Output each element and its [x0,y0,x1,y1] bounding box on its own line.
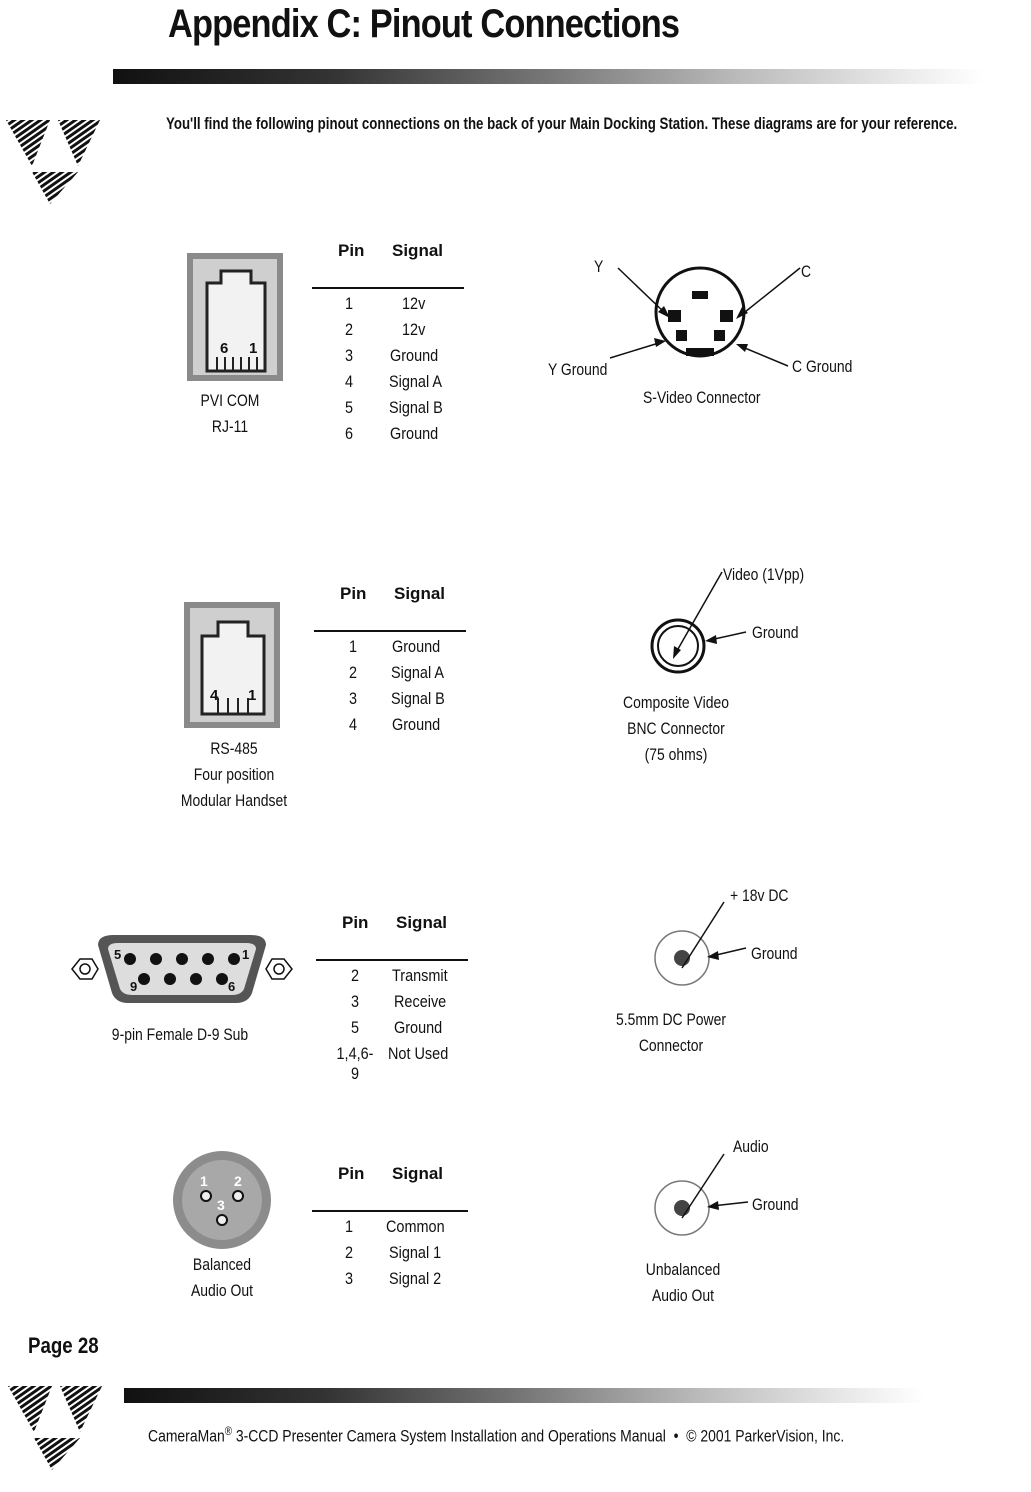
table-row: 1 Common [344,1217,445,1236]
jack-pin-label: 1 [249,340,258,357]
header-bar [113,69,983,84]
signal-header: Signal [392,241,444,260]
s-video-y-label: Y [594,257,604,276]
xlr-pin-label: 1 [200,1173,208,1189]
footer-rest: 3-CCD Presenter Camera System Installation and Operations Manual • © 2001 ParkerVision, Inc. [231,1426,845,1446]
connector-label: PVI COM RJ-11 [200,391,260,436]
table-row: 3 Signal B [348,689,445,708]
intro-text: You'll find the following pinout connections on the back of your Main Docking Station. These diagrams are for your reference. [166,114,958,133]
rca-audio-connector-icon [648,1150,758,1240]
table-row: 1,4,6-9 Not Used [336,1044,449,1083]
s-video-c-label: C [801,262,812,281]
jack-pin-label: 4 [210,687,219,704]
dc-signal-label: + 18v DC [730,886,789,905]
dc-power-connector-icon [648,898,758,988]
signal-header: Signal [394,584,446,603]
d9-sub-connector-icon [68,935,296,1005]
dsub-pin-label: 9 [130,979,138,994]
table-row: 6 Ground [344,424,439,443]
dc-ground-label: Ground [751,944,798,963]
rj-modular-handset-jack-icon [184,602,280,728]
pin-header: Pin [338,1164,365,1183]
rj11-jack-icon [187,253,283,381]
footer-product: CameraMan [148,1426,225,1446]
table-row: 1 12v [344,294,426,313]
signal-header: Signal [396,913,448,932]
bnc-ground-label: Ground [752,623,799,642]
footer-registered: ® [224,1424,232,1438]
dc-caption: 5.5mm DC Power Connector [615,1010,726,1055]
pin-header: Pin [340,584,367,603]
table-row: 1 Ground [348,637,441,656]
table-row: 4 Ground [348,715,441,734]
dsub-pin-label: 6 [228,979,236,994]
connector-label: 9-pin Female D-9 Sub [111,1025,249,1044]
table-row: 5 Ground [350,1018,443,1037]
s-video-y-ground-label: Y Ground [548,360,608,379]
audio-ground-label: Ground [752,1195,799,1214]
table-row: 2 12v [344,320,426,339]
jack-pin-label: 1 [248,687,257,704]
table-row: 5 Signal B [344,398,443,417]
page-number: Page 28 [28,1333,99,1358]
jack-pin-label: 6 [220,340,229,357]
pinout-table [312,1164,472,1294]
page-title: Appendix C: Pinout Connections [168,2,680,46]
table-row: 2 Signal A [348,663,445,682]
xlr-pin-label: 3 [217,1197,225,1213]
table-row: 4 Signal A [344,372,443,391]
table-row: 2 Signal 1 [344,1243,442,1262]
signal-header: Signal [392,1164,444,1183]
footer-text [148,1424,844,1447]
xlr-connector-icon [172,1150,272,1250]
pin-header: Pin [338,241,365,260]
table-row: 2 Transmit [350,966,448,985]
parkervision-logo-icon [8,1384,108,1472]
parkervision-logo-icon [6,118,106,204]
xlr-pin-label: 2 [234,1173,242,1189]
connector-label: Balanced Audio Out [190,1255,253,1300]
table-row: 3 Ground [344,346,439,365]
s-video-c-ground-label: C Ground [792,357,853,376]
pin-header: Pin [342,913,369,932]
audio-signal-label: Audio [733,1137,769,1156]
pinout-table [316,913,476,1083]
pinout-table [312,241,472,461]
dsub-pin-label: 1 [242,947,250,962]
pinout-table [314,584,474,744]
dsub-pin-label: 5 [114,947,122,962]
table-row: 3 Receive [350,992,447,1011]
s-video-connector-icon [600,262,820,372]
table-row: 3 Signal 2 [344,1269,442,1288]
footer-bar [124,1388,924,1403]
connector-label: RS-485 Four position Modular Handset [180,739,288,810]
bnc-caption: Composite Video BNC Connector (75 ohms) [623,693,729,764]
bnc-signal-label: Video (1Vpp) [723,565,805,584]
s-video-caption: S-Video Connector [643,388,761,407]
audio-caption: Unbalanced Audio Out [645,1260,721,1305]
